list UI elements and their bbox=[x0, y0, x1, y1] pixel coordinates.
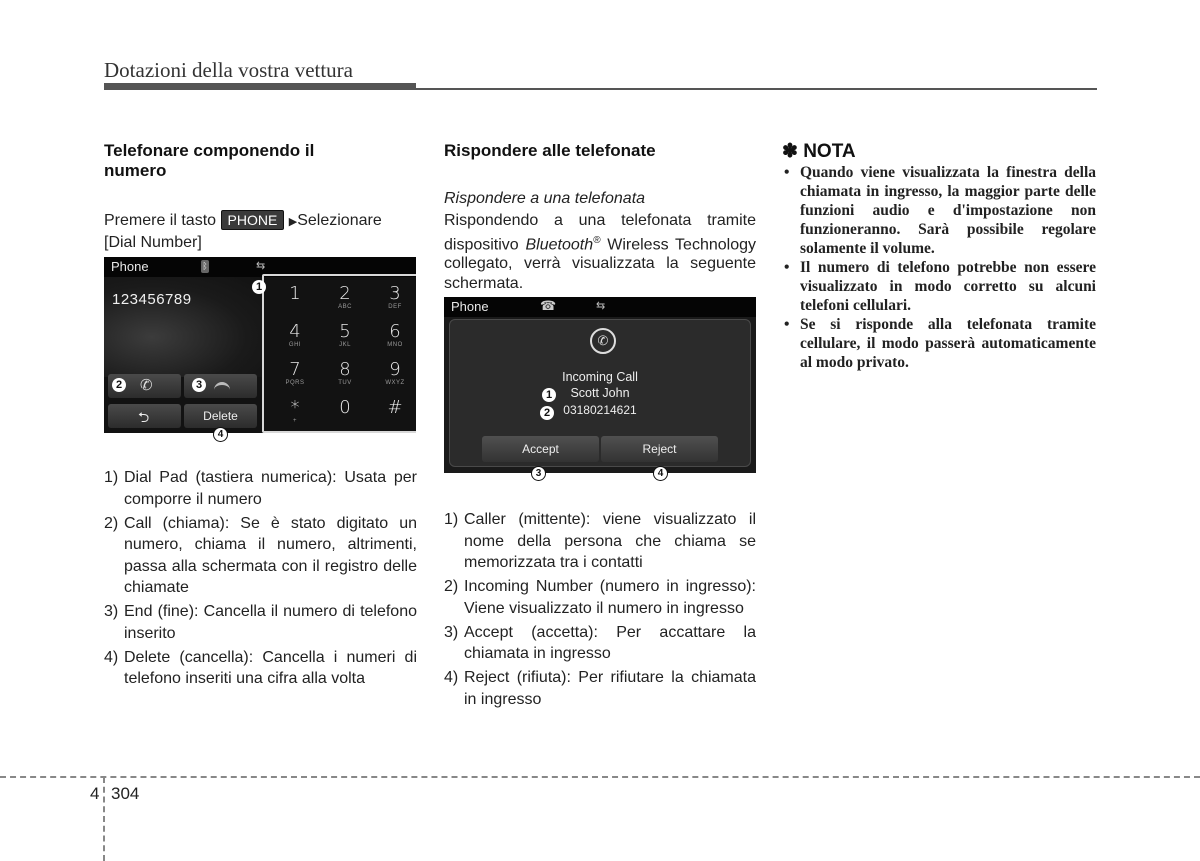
intro-text-before: Premere il tasto bbox=[104, 212, 217, 229]
usb-icon: ⇆ bbox=[596, 300, 606, 312]
nota-item bbox=[784, 258, 1096, 315]
bullet: • bbox=[784, 164, 790, 181]
page-number: 304 bbox=[111, 784, 140, 803]
bluetooth-term: Bluetooth bbox=[525, 235, 594, 253]
dial-key[interactable] bbox=[320, 358, 370, 395]
registered-mark: ® bbox=[593, 234, 601, 246]
arrow-right-icon: ▶ bbox=[288, 216, 298, 228]
dial-key[interactable] bbox=[370, 320, 416, 357]
dial-key-digit: 0 bbox=[339, 397, 351, 418]
dial-screen bbox=[104, 257, 416, 433]
call-handset-icon: ✆ bbox=[140, 377, 153, 394]
list-item-number: 3) bbox=[444, 623, 459, 641]
callout-3: 3 bbox=[192, 378, 206, 392]
list-item bbox=[444, 576, 756, 619]
reject-button[interactable]: Reject bbox=[601, 436, 718, 462]
dial-key-digit: 9 bbox=[389, 359, 401, 380]
section-heading-answer: Rispondere alle telefonate bbox=[444, 141, 656, 160]
nota-item-text: Quando viene visualizzata la finestra della chiamata in ingresso, la maggior parte delle funzioni audio e d'impostazione non funzioneranno. Sarà possibile regolare solamente il volume. bbox=[800, 164, 1096, 257]
accept-button[interactable]: Accept bbox=[482, 436, 599, 462]
subheading-answer: Rispondere a una telefonata bbox=[444, 190, 646, 207]
list-item-number: 2) bbox=[444, 578, 459, 595]
list-item-text: Delete (cancella): Cancella i numeri di telefono inseriti una cifra alla volta bbox=[124, 648, 417, 687]
nota-title: NOTA bbox=[803, 141, 856, 162]
list-item bbox=[104, 601, 417, 644]
dial-key-digit: 1 bbox=[289, 283, 301, 304]
list-item-number: 1) bbox=[104, 469, 119, 486]
usb-icon: ⇆ bbox=[256, 260, 266, 272]
dial-key-digit: 3 bbox=[389, 283, 401, 304]
callout-2: 2 bbox=[540, 406, 554, 420]
dial-key-digit: 2 bbox=[339, 283, 351, 304]
nota-item bbox=[784, 315, 1096, 372]
header-rule bbox=[416, 88, 1097, 90]
list-item-text: Accept (accetta): Per accattare la chiamata in ingresso bbox=[464, 623, 756, 662]
dial-key-letters: DEF bbox=[388, 304, 402, 310]
dial-key[interactable] bbox=[370, 358, 416, 395]
dial-key[interactable] bbox=[320, 282, 370, 319]
nota-item-text: Se si risponde alla telefonata tramite cellulare, il modo passerà automaticamente al modo privato. bbox=[800, 316, 1096, 371]
list-item-number: 4) bbox=[104, 648, 119, 666]
answer-text-2: Wireless Technology collegato, verrà visualizzata la seguente schermata. bbox=[444, 235, 756, 292]
list-item-text: Dial Pad (tastiera numerica): Usata per comporre il numero bbox=[124, 469, 417, 508]
dialed-number: 123456789 bbox=[112, 291, 192, 308]
nota-item-text: Il numero di telefono potrebbe non essere visualizzato in modo corretto su alcuni telefoni cellulari. bbox=[800, 259, 1096, 314]
dial-items-list bbox=[104, 467, 417, 692]
dial-key-letters: PQRS bbox=[285, 380, 305, 386]
list-item-text: Reject (rifiuta): Per rifiutare la chiamata in ingresso bbox=[464, 669, 756, 708]
dial-key-digit: 4 bbox=[289, 321, 301, 342]
dial-key-digit: # bbox=[387, 397, 403, 418]
list-item-text: Caller (mittente): viene visualizzato il nome della persona che chiama se memorizzata tra i contatti bbox=[464, 511, 756, 571]
phone-ring-icon: ✆ bbox=[590, 328, 616, 354]
dial-key[interactable] bbox=[320, 396, 370, 433]
list-item bbox=[444, 667, 756, 710]
screen-title: Phone bbox=[451, 299, 489, 314]
incoming-call-screen bbox=[444, 297, 756, 473]
section-heading-dial: Telefonare componendo il numero bbox=[104, 141, 315, 180]
list-item-number: 3) bbox=[104, 603, 119, 620]
header-rule-dark bbox=[104, 83, 416, 90]
answer-paragraph bbox=[444, 211, 756, 293]
star-icon: ✽ bbox=[782, 141, 798, 162]
dial-key-letters: MNO bbox=[387, 342, 403, 348]
back-arrow-icon: ⮌ bbox=[138, 409, 150, 425]
list-item-number: 2) bbox=[104, 514, 119, 532]
answer-text-1: Rispondendo a una telefonata tramite dispositivo bbox=[444, 212, 756, 253]
callout-1: 1 bbox=[252, 280, 266, 294]
dial-key[interactable] bbox=[320, 320, 370, 357]
dial-key[interactable] bbox=[270, 396, 320, 433]
dial-key-letters: ABC bbox=[338, 304, 352, 310]
intro-paragraph-dial bbox=[104, 210, 418, 252]
list-item bbox=[444, 622, 756, 665]
caller-name: Scott John bbox=[570, 386, 630, 400]
nota-item bbox=[784, 163, 1096, 258]
list-item bbox=[444, 509, 756, 574]
back-button[interactable] bbox=[108, 404, 181, 428]
list-item-text: Call (chiama): Se è stato digitato un numero, chiama il numero, altrimenti, passa alla schermata con il registro delle chiamate bbox=[124, 514, 417, 596]
dial-key-letters: GHI bbox=[288, 342, 302, 348]
dial-key[interactable] bbox=[370, 282, 416, 319]
dial-key-digit: 5 bbox=[339, 321, 351, 342]
dial-key-letters: JKL bbox=[339, 342, 351, 348]
dial-key-letters: WXYZ bbox=[385, 380, 405, 386]
phone-key-label: PHONE bbox=[221, 210, 285, 230]
callout-2: 2 bbox=[112, 378, 126, 392]
footer-vertical-rule bbox=[103, 777, 105, 861]
dial-key-digit: 8 bbox=[339, 359, 351, 380]
footer-dashed-rule bbox=[0, 776, 1200, 778]
dial-key-letters: + bbox=[292, 418, 297, 424]
list-item bbox=[104, 647, 417, 690]
intro-text-after: Selezionare [Dial Number] bbox=[104, 212, 382, 251]
list-item-number: 1) bbox=[444, 511, 459, 528]
bullet: • bbox=[784, 259, 790, 276]
incoming-call-label: Incoming Call bbox=[562, 370, 638, 384]
caller-number: 03180214621 bbox=[563, 403, 637, 417]
answer-items-list bbox=[444, 509, 756, 713]
page-header-title: Dotazioni della vostra vettura bbox=[104, 58, 353, 82]
dial-key[interactable] bbox=[270, 282, 320, 319]
screen-title: Phone bbox=[111, 259, 149, 274]
callout-1: 1 bbox=[542, 388, 556, 402]
dial-key[interactable] bbox=[270, 358, 320, 395]
dial-key-letters: TUV bbox=[338, 380, 352, 386]
chapter-number: 4 bbox=[90, 784, 100, 803]
list-item bbox=[104, 513, 417, 599]
bluetooth-icon: ᛒ bbox=[202, 261, 208, 271]
incoming-call-panel bbox=[449, 319, 751, 467]
dial-key[interactable] bbox=[270, 320, 320, 357]
list-item-number: 4) bbox=[444, 669, 459, 686]
callout-4: 4 bbox=[213, 427, 228, 442]
nota-heading bbox=[782, 140, 856, 163]
list-item-text: Incoming Number (numero in ingresso): Viene visualizzato il numero in ingresso bbox=[464, 578, 756, 617]
list-item bbox=[104, 467, 417, 510]
call-status-icon: ☎ bbox=[540, 298, 557, 313]
list-item-text: End (fine): Cancella il numero di telefono inserito bbox=[124, 603, 417, 642]
dial-key-digit: 6 bbox=[389, 321, 401, 342]
dial-key[interactable] bbox=[370, 396, 416, 433]
bullet: • bbox=[784, 316, 790, 333]
delete-button[interactable]: Delete bbox=[184, 404, 257, 428]
end-call-icon bbox=[214, 382, 230, 391]
dial-key-digit: * bbox=[290, 397, 300, 418]
nota-list bbox=[784, 163, 1096, 372]
screen-status-bar bbox=[444, 297, 756, 317]
callout-3: 3 bbox=[531, 466, 546, 481]
callout-4: 4 bbox=[653, 466, 668, 481]
dial-key-digit: 7 bbox=[289, 359, 301, 380]
